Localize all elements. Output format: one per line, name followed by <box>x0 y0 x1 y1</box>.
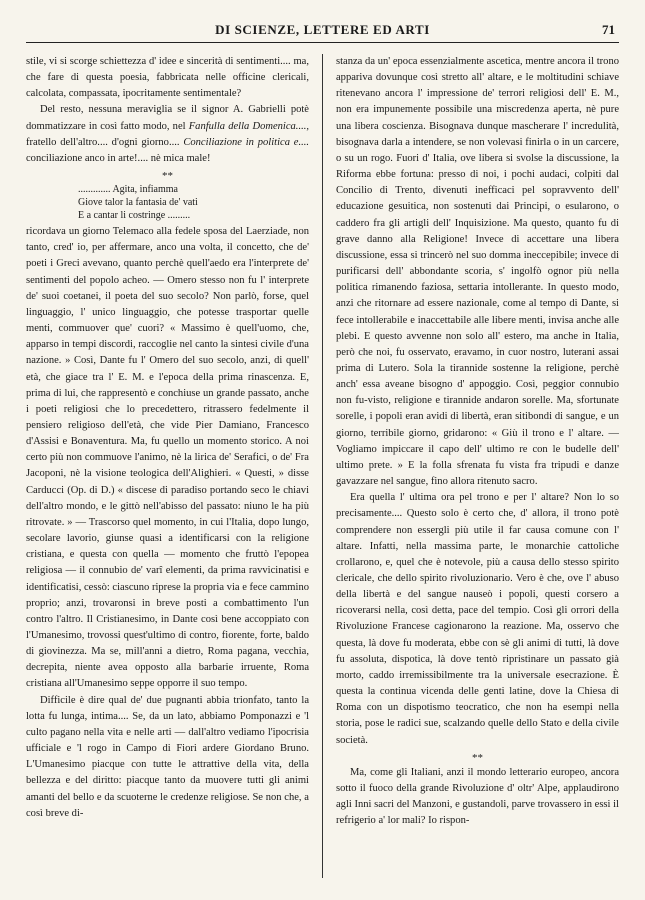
paragraph-continuation: stile, vi si scorge schiettezza d' idee e sincerità di sentimenti.... ma, che fare di questa poesia, fabbricata nelle officine clericali, calcolata, compassata, ipocritamente sentimentale? <box>26 56 309 100</box>
paragraph-ultima-ora: Era quella l' ultima ora pel trono e per l' altare? Non lo so precisamente.... Questo solo è certo che, d' allora, il trono potè comprendere non essergli più utile il far causa comune con l' altare. Infatti, nella massima parte, le monarchie cattoliche crollarono, e, quel che è notevole, più a causa dello stesso spirito clericale, che dello spirito rivoluzionario. Vero è che, ove l' abuso della libertà e del sangue nauseò i popoli, questi corsero a ricoverarsi nella, così detta, pace del tempio. Così gli orrori della Rivoluzione Francese cagionarono la reazione. Ma, osservo che questa, là dove fu moderata, ebbe con sè gli animi di tutti, là dove fu assoluta, dispotica, là dove tentò ripristinare un passato già morto, caddo irremissibilmente tra la universale esecrazione. È questa la continua vicenda delle genti latine, dove la Chiesa di Roma con un dispotismo teocratico, che non ha esempi nella storia, pose le radici sue, scalzando quelle dello Stato e della civile società. <box>336 492 619 746</box>
verse-line: ............. Agita, infiamma <box>78 184 178 196</box>
page <box>26 20 619 880</box>
italic-title-conciliazione: Conciliazione in politica e.... <box>183 136 309 148</box>
right-column <box>336 54 619 880</box>
column-rule <box>322 54 323 878</box>
text-run: fratello dell'altro.... d'ogni giorno.... <box>26 136 180 148</box>
page-number: 71 <box>602 22 615 37</box>
page-header <box>26 20 619 43</box>
left-column <box>26 54 309 880</box>
text-run: Del resto, nessuna meraviglia se il signor A. Gabrielli potè dommatizzare in così fatto modo, nel <box>26 104 309 132</box>
section-divider-asterisks: ** <box>162 170 173 183</box>
paragraph-difficile: Difficile è dire qual de' due pugnanti abbia trionfato, tanto la lotta fu lunga, intima.... Se, da un lato, abbiamo Pomponazzi e 'l culto pagano nella vita e nelle arti — dall'altro vediamo l'ipocrisia ufficiale e 'l rogo in Campo di Fiori ardere Giordano Bruno. L'Umanesimo piacque con tutte le attrattive della vita, della bellezza e del diritto: piacque tanto da muovere tutti gli animi amanti del bello e da scuoterne le credenze religiose. Se non che, a così breve di- <box>26 694 309 819</box>
running-title: DI SCIENZE, LETTERE ED ARTI <box>215 22 430 37</box>
verse-quotation <box>78 183 309 222</box>
italic-title-fanfulla: Fanfulla della Domenica...., <box>188 120 309 132</box>
text-run: conciliazione anco in arte!.... nè mica male! <box>26 152 211 164</box>
paragraph-manzoni: Ma, come gli Italiani, anzi il mondo letterario europeo, ancora sotto il fuoco della grande Rivoluzione d' oltr' Alpe, applaudirono agli Inni sacri del Manzoni, e gustandoli, parve trovassero in essi il refrigerio a' lor mali? Io rispon- <box>336 766 619 827</box>
verse-line: Giove talor la fantasia de' vati <box>78 197 198 209</box>
paragraph-telemaco: ricordava un giorno Telemaco alla fedele sposa del Laerziade, non tanto, cred' io, per affermare, anco una volta, il concetto, che de' poeti i Greci avevano, quanto perchè quell'aedo era l'interprete de' sentimenti del popolo acheo. — Omero stesso non fu l' interprete de' suoi coetanei, il poeta del suo secolo? Non parlò, forse, quel linguaggio, l' unico linguaggio, che potesse trasportar quelle menti, commuover que' cuori? « Massimo è quell'uomo, che, apparso in tempi discordi, raccoglie nel canto la sintesi civile d'una nazione. » Così, Dante fu l' Omero del suo secolo, anzi, di quell' età, che giace tra l' E. M. e l'epoca della prima rinascenza. E, prima di lui, che rappresentò e conchiuse un grande passato, anche i poeti religiosi che lo precedettero, ritrassero fedelmente il pensiero religioso dell'età, che vide Pier Damiano, Francesco d'Assisi e Bonaventura. Ma, fu quello un momento storico. A noi certo più non commuove l'animo, nè la lirica de' Serafici, o de' Fra Jacoponi, nè la visione teologica dell'Alighieri. « Questi, » disse Carducci (Op. di D.) « discese di paradiso portando seco le chiavi dell'altro mondo, e le gittò nell'abisso del passato: niuno le ha più ritrovate. » — Trascorso quel momento, in cui l'Italia, dopo lungo, secolare lavorio, giunse quasi a identificarsi con la religione cristiana, e questa con quella — momento che fruttò l'epopea religiosa — il connubio de' varî elementi, da prima ravvicinatisi e identificatisi, cessò: ciascuno riprese la propria via e fece cammino proprio; anzi, trovaronsi in breve posti a combattimento l'un contro l'altro. Il Cristianesimo, in Dante così bene accoppiato con l'Umanesimo, trovossi quest'ultimo di contro, fiorente, forte, baldo di giovinezza. Ma se, mill'anni a dietro, Roma pagana, vecchia, decrepita, niente avea opposto alla barbarie irruente, Roma cristiana all'Umanesimo seppe opporre il suo tempo. <box>26 226 309 690</box>
verse-line: E a cantar li costringe ......... <box>78 210 191 222</box>
paragraph-gabrielli <box>26 102 309 167</box>
paragraph-continuation: stanza da un' epoca essenzialmente ascetica, mentre ancora il trono appariva dovunque così stretto all' altare, e le moltitudini schiave ritenevano ancora l' impressione de' terrori religiosi dell' E. M., non era impunemente possibile una miscredenza aperta, nè pure una libera coscienza. Bisognava dunque mascherare l' incredulità, bisognava darla a intendere, se non volevasi finirla o in un carcere, o su un rogo. Fuori d' Italia, ove libera si svolse la discussione, la Riforma ebbe fortuna: presso di noi, i pochi audaci, colpiti dal Concilio di Trento, divenuti inefficaci pel sopravvento dell' educazione gesuitica, non sostenuti dai Principi, o esularono, o caddero fra gli artigli dell' Inquisizione. Ma questo, quanto fu di grave danno alla Religione! Invece di accettare una libera discussione, essa si trincerò nel suo domma ineccepibile; invece di purificarsi dell' abbondante scoria, s' ingolfò ognor più nella politica rimanendo faziosa, settaria intollerante. In questo modo, anzi che ritornare ad essere nazionale, come al tempo di Dante, si fece intollerabile e inaccettabile alle libere menti, invisa anche alle plebi. E questo avvenne non solo all' estero, ma anche in Italia, però che noi, fu osservato, eravamo, in cuor nostro, luterani assai prima di Lutero. Sola la tirannide sostenne la religione, perchè anch' essa aveane bisogno d' appoggio. Così, peggior connubio non fu-visto, religione e tirannide andaron sorelle. Ma, sfortunate sorelle, i popoli eran avidi di libertà, eran sitibondi di sangue, e un giorno, terribile giorno, gridarono: « Giù il trono e l' altare. — Vogliamo impiccare il capo dell' ultimo re con le budelle dell' ultimo prete. » E la folla sfrenata fu vista fra tripudi e danze gavazzare nel sangue, fino allora ritenuto sacro. <box>336 56 619 488</box>
section-divider-asterisks: ** <box>472 751 483 764</box>
